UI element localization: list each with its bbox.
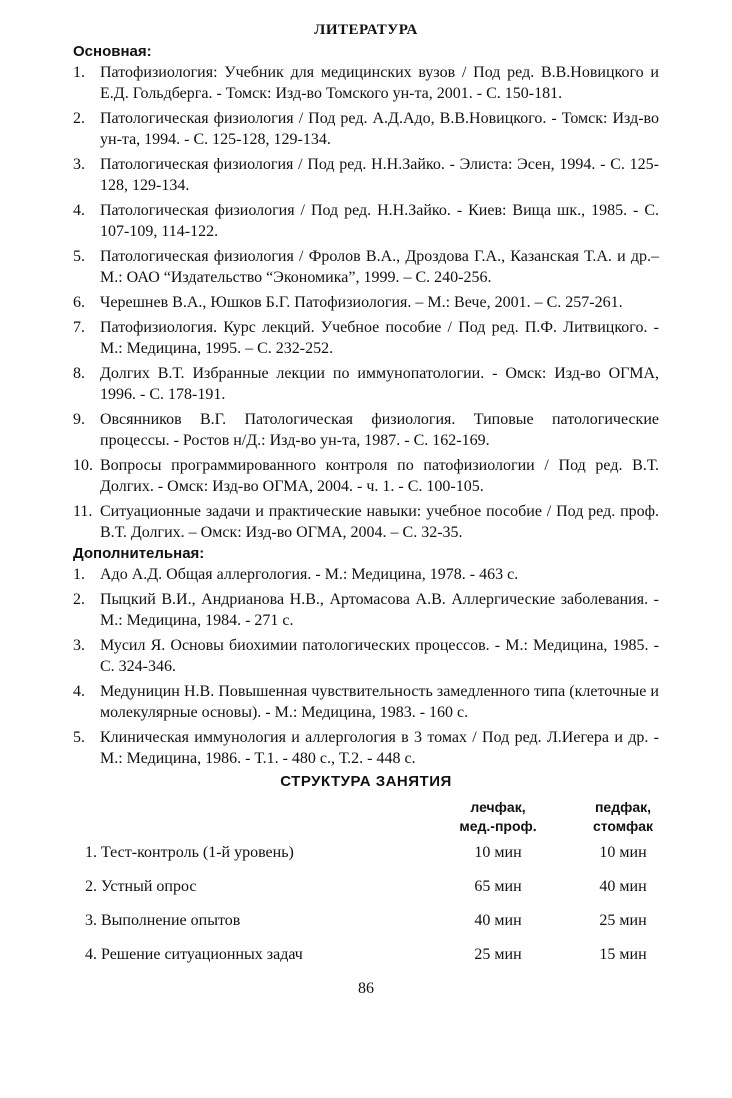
reference-number: 10. [73, 457, 93, 474]
reference-item [73, 62, 659, 104]
structure-header [73, 798, 659, 838]
reference-text: Вопросы программированного контроля по патофизиологии / Под ред. В.Т. Долгих. - Омск: Изд-во ОГМА, 2004. - ч. 1. - С. 100-105. [100, 457, 659, 495]
reference-number: 6. [73, 294, 85, 311]
structure-row-label: 3. Выполнение опытов [85, 912, 241, 929]
reference-text: Медуницин Н.В. Повышенная чувствительность замедленного типа (клеточные и молекулярные основы). - М.: Медицина, 1983. - 160 с. [100, 683, 659, 721]
reference-item [73, 246, 659, 288]
reference-text: Черешнев В.А., Юшков Б.Г. Патофизиология. – М.: Вече, 2001. – С. 257-261. [100, 294, 623, 311]
structure-row-value-pedfak: 15 мин [599, 946, 647, 963]
reference-number: 7. [73, 319, 85, 336]
reference-number: 2. [73, 110, 85, 127]
reference-item [73, 409, 659, 451]
reference-text: Патологическая физиология / Под ред. А.Д.Адо, В.В.Новицкого. - Томск: Изд-во ун-та, 1994. - С. 125-128, 129-134. [100, 110, 659, 148]
reference-text: Патологическая физиология / Под ред. Н.Н.Зайко. - Киев: Вища шк., 1985. - С. 107-109, 114-122. [100, 202, 659, 240]
reference-item [73, 681, 659, 723]
reference-item [73, 200, 659, 242]
reference-number: 11. [73, 503, 93, 520]
reference-text: Долгих В.Т. Избранные лекции по иммунопатологии. - Омск: Изд-во ОГМА, 1996. - С. 178-191. [100, 365, 659, 403]
reference-number: 1. [73, 64, 85, 81]
literature-title: ЛИТЕРАТУРА [314, 22, 418, 38]
reference-item [73, 363, 659, 405]
reference-text: Патологическая физиология / Под ред. Н.Н.Зайко. - Элиста: Эсен, 1994. - С. 125-128, 129-134. [100, 156, 659, 194]
reference-item [73, 154, 659, 196]
reference-text: Ситуационные задачи и практические навыки: учебное пособие / Под ред. проф. В.Т. Долгих. – Омск: Изд-во ОГМА, 2004. – С. 32-35. [100, 503, 659, 541]
structure-row [73, 940, 659, 974]
column-header-line: педфак, [594, 799, 652, 815]
reference-number: 2. [73, 591, 85, 608]
reference-text: Патологическая физиология / Фролов В.А., Дроздова Г.А., Казанская Т.А. и др.– М.: ОАО “Издательство “Экономика”, 1999. – С. 240-256. [100, 248, 659, 286]
structure-row-label: 2. Устный опрос [85, 878, 197, 895]
reference-number: 5. [73, 248, 85, 265]
reference-item [73, 455, 659, 497]
column-header-line: стомфак [592, 818, 654, 834]
structure-row-value-lechfak: 25 мин [474, 946, 522, 963]
reference-item [73, 727, 659, 769]
extra-references-list [73, 564, 659, 769]
reference-item [73, 564, 659, 585]
reference-number: 1. [73, 566, 85, 583]
structure-row-value-lechfak: 65 мин [474, 878, 522, 895]
structure-row-value-lechfak: 10 мин [474, 844, 522, 861]
reference-text: Адо А.Д. Общая аллергология. - М.: Медицина, 1978. - 463 с. [100, 566, 519, 583]
reference-item [73, 317, 659, 359]
main-heading: Основная: [73, 43, 152, 60]
reference-item [73, 108, 659, 150]
reference-text: Мусил Я. Основы биохимии патологических процессов. - М.: Медицина, 1985. - С. 324-346. [100, 637, 659, 675]
structure-row [73, 872, 659, 906]
column-header-line: лечфак, [470, 799, 526, 815]
column-header-pedfak [573, 798, 673, 836]
reference-item [73, 635, 659, 677]
structure-row-label: 1. Тест-контроль (1-й уровень) [85, 844, 294, 861]
reference-item [73, 292, 659, 313]
structure-title: СТРУКТУРА ЗАНЯТИЯ [280, 773, 452, 790]
reference-number: 8. [73, 365, 85, 382]
reference-text: Патофизиология: Учебник для медицинских вузов / Под ред. В.В.Новицкого и Е.Д. Гольдберга. - Томск: Изд-во Томского ун-та, 2001. - С. 150-181. [100, 64, 659, 102]
reference-number: 3. [73, 156, 85, 173]
extra-heading: Дополнительная: [73, 545, 205, 562]
structure-row-label: 4. Решение ситуационных задач [85, 946, 303, 963]
reference-text: Овсянников В.Г. Патологическая физиология. Типовые патологические процессы. - Ростов н/Д.: Изд-во ун-та, 1987. - С. 162-169. [100, 411, 659, 449]
reference-number: 4. [73, 683, 85, 700]
page-number: 86 [358, 980, 374, 997]
reference-number: 5. [73, 729, 85, 746]
column-header-lechfak [433, 798, 563, 836]
structure-row-value-lechfak: 40 мин [474, 912, 522, 929]
reference-number: 4. [73, 202, 85, 219]
reference-number: 9. [73, 411, 85, 428]
column-header-line: мед.-проф. [459, 818, 537, 834]
document-page [73, 22, 659, 974]
reference-text: Патофизиология. Курс лекций. Учебное пособие / Под ред. П.Ф. Литвицкого. - М.: Медицина, 1995. – С. 232-252. [100, 319, 659, 357]
reference-item [73, 501, 659, 543]
reference-number: 3. [73, 637, 85, 654]
reference-item [73, 589, 659, 631]
structure-row [73, 906, 659, 940]
structure-row [73, 838, 659, 872]
structure-row-value-pedfak: 25 мин [599, 912, 647, 929]
main-references-list [73, 62, 659, 543]
structure-row-value-pedfak: 40 мин [599, 878, 647, 895]
reference-text: Клиническая иммунология и аллергология в 3 томах / Под ред. Л.Иегера и др. - М.: Медицина, 1986. - Т.1. - 480 с., Т.2. - 448 с. [100, 729, 659, 767]
reference-text: Пыцкий В.И., Андрианова Н.В., Артомасова А.В. Аллергические заболевания. - М.: Медицина, 1984. - 271 с. [100, 591, 659, 629]
structure-row-value-pedfak: 10 мин [599, 844, 647, 861]
